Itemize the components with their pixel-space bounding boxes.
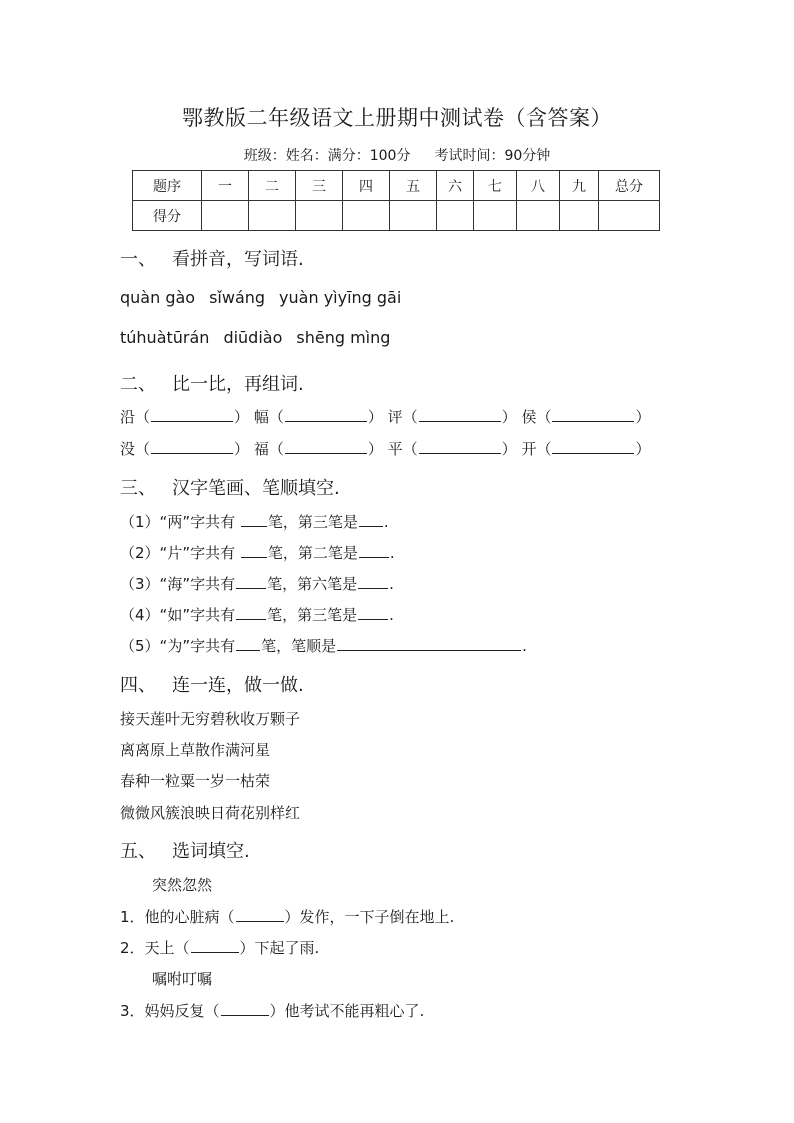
answer-blank[interactable]: [241, 545, 267, 558]
score-cell-6: 六: [437, 171, 474, 201]
answer-blank[interactable]: [419, 441, 501, 454]
answer-blank[interactable]: [236, 576, 266, 589]
score-cell-9: 九: [560, 171, 599, 201]
fill-question-text: ）他考试不能再粗心了.: [269, 1002, 425, 1020]
pinyin-item: shēng mìng: [296, 328, 391, 347]
section-title: 看拼音，写词语.: [172, 249, 304, 270]
pinyin-item: yuàn yìyīng gāi: [279, 288, 402, 307]
exam-info-left: 班级：姓名：满分：100分: [243, 148, 411, 164]
answer-blank[interactable]: [236, 638, 260, 651]
answer-blank[interactable]: [358, 607, 388, 620]
score-cell-2: 二: [249, 171, 296, 201]
fill-question-text: 3．妈妈反复（: [120, 1002, 220, 1020]
connect-item: 微微风簇浪映日荷花别样红: [120, 804, 301, 822]
word-choices-1: 突然忽然: [152, 876, 213, 894]
section-number: 三、: [120, 478, 156, 499]
answer-blank[interactable]: [151, 441, 233, 454]
page-title: 鄂教版二年级语文上册期中测试卷（含答案）: [182, 106, 612, 130]
fill-question-1: [120, 906, 454, 927]
exam-info: [0, 145, 794, 165]
section-title: 选词填空.: [172, 841, 250, 862]
stroke-question-text: （2）“片”字共有: [120, 544, 236, 562]
score-table-score-row: [133, 201, 660, 231]
stroke-question-1: [120, 511, 389, 532]
compare-row-1: 沿（ ） 幅（ ） 评（ ） 侯（ ）: [120, 408, 651, 426]
answer-blank[interactable]: [552, 409, 634, 422]
stroke-question-end: .: [522, 637, 527, 655]
pinyin-item: diūdiào: [223, 328, 283, 347]
section-number: 一、: [120, 249, 156, 270]
pinyin-item: sǐwáng: [209, 288, 266, 307]
section-title: 比一比，再组词.: [172, 374, 304, 395]
answer-blank[interactable]: [241, 514, 267, 527]
stroke-question-text: （4）“如”字共有: [120, 606, 236, 624]
section-2-heading: [120, 370, 304, 396]
score-input[interactable]: [249, 201, 296, 231]
stroke-question-end: .: [389, 575, 394, 593]
score-input[interactable]: [517, 201, 560, 231]
answer-blank[interactable]: [236, 909, 284, 922]
score-input[interactable]: [437, 201, 474, 231]
score-cell-4: 四: [343, 171, 390, 201]
fill-question-3: [120, 1000, 424, 1021]
score-cell-label: 题序: [133, 171, 202, 201]
connect-item: 离离原上草散作满河星: [120, 741, 271, 759]
score-input[interactable]: [343, 201, 390, 231]
score-input[interactable]: [296, 201, 343, 231]
compare-char: 沿: [120, 408, 136, 426]
score-row-label: 得分: [133, 201, 202, 231]
stroke-question-end: .: [389, 606, 394, 624]
answer-blank[interactable]: [552, 441, 634, 454]
score-table-header-row: [133, 171, 660, 201]
answer-blank[interactable]: [419, 409, 501, 422]
section-number: 四、: [120, 675, 156, 696]
score-input[interactable]: [390, 201, 437, 231]
section-number: 二、: [120, 374, 156, 395]
score-cell-8: 八: [517, 171, 560, 201]
fill-question-2: [120, 937, 319, 958]
stroke-question-5: [120, 635, 527, 656]
compare-char: 开: [521, 440, 537, 458]
score-cell-7: 七: [474, 171, 517, 201]
stroke-question-3: [120, 573, 394, 594]
answer-blank[interactable]: [151, 409, 233, 422]
section-3-heading: [120, 474, 340, 500]
stroke-question-text: （3）“海”字共有: [120, 575, 236, 593]
answer-blank[interactable]: [236, 607, 266, 620]
answer-blank[interactable]: [359, 514, 383, 527]
connect-item: 接天莲叶无穷碧秋收万颗子: [120, 710, 301, 728]
stroke-question-2: [120, 542, 395, 563]
section-title: 汉字笔画、笔顺填空.: [172, 478, 340, 499]
stroke-question-end: .: [389, 544, 395, 562]
score-input[interactable]: [202, 201, 249, 231]
score-input[interactable]: [474, 201, 517, 231]
answer-blank[interactable]: [337, 638, 521, 651]
compare-char: 没: [120, 440, 136, 458]
stroke-question-text: （1）“两”字共有: [120, 513, 236, 531]
pinyin-row-1: [120, 288, 415, 307]
answer-blank[interactable]: [285, 409, 367, 422]
fill-question-text: ）发作，一下子倒在地上.: [284, 908, 455, 926]
answer-blank[interactable]: [191, 940, 239, 953]
pinyin-item: túhuàtūrán: [120, 328, 210, 347]
stroke-question-text: 笔，第三笔是: [267, 606, 358, 624]
answer-blank[interactable]: [221, 1003, 269, 1016]
compare-char: 福: [253, 440, 269, 458]
stroke-question-end: .: [383, 513, 389, 531]
answer-blank[interactable]: [285, 441, 367, 454]
score-cell-5: 五: [390, 171, 437, 201]
compare-char: 评: [387, 408, 403, 426]
compare-char: 幅: [253, 408, 269, 426]
connect-item: 春种一粒粟一岁一枯荣: [120, 772, 271, 790]
stroke-question-text: 笔，第二笔是: [267, 544, 358, 562]
score-cell-total: 总分: [599, 171, 660, 201]
stroke-question-4: [120, 604, 394, 625]
answer-blank[interactable]: [358, 576, 388, 589]
score-input[interactable]: [560, 201, 599, 231]
stroke-question-text: 笔，第六笔是: [267, 575, 358, 593]
score-cell-1: 一: [202, 171, 249, 201]
stroke-question-text: 笔，笔顺是: [261, 637, 337, 655]
score-input[interactable]: [599, 201, 660, 231]
section-1-heading: [120, 245, 304, 271]
fill-question-text: ）下起了雨.: [239, 939, 320, 957]
compare-char: 侯: [521, 408, 537, 426]
section-4-heading: [120, 671, 304, 697]
pinyin-row-2: [120, 328, 404, 347]
fill-question-text: 1．他的心脏病（: [120, 908, 235, 926]
compare-row-2: 没（ ） 福（ ） 平（ ） 开（ ）: [120, 440, 651, 458]
section-number: 五、: [120, 841, 156, 862]
word-choices-2: 嘱咐叮嘱: [152, 970, 213, 988]
fill-question-text: 2．天上（: [120, 939, 190, 957]
stroke-question-text: （5）“为”字共有: [120, 637, 236, 655]
section-5-heading: [120, 837, 250, 863]
stroke-question-text: 笔，第三笔是: [267, 513, 358, 531]
pinyin-item: quàn gào: [120, 288, 196, 307]
compare-char: 平: [387, 440, 403, 458]
answer-blank[interactable]: [359, 545, 389, 558]
section-title: 连一连，做一做.: [172, 675, 304, 696]
exam-info-right: 考试时间：90分钟: [434, 148, 551, 164]
score-table: [132, 170, 660, 231]
score-cell-3: 三: [296, 171, 343, 201]
